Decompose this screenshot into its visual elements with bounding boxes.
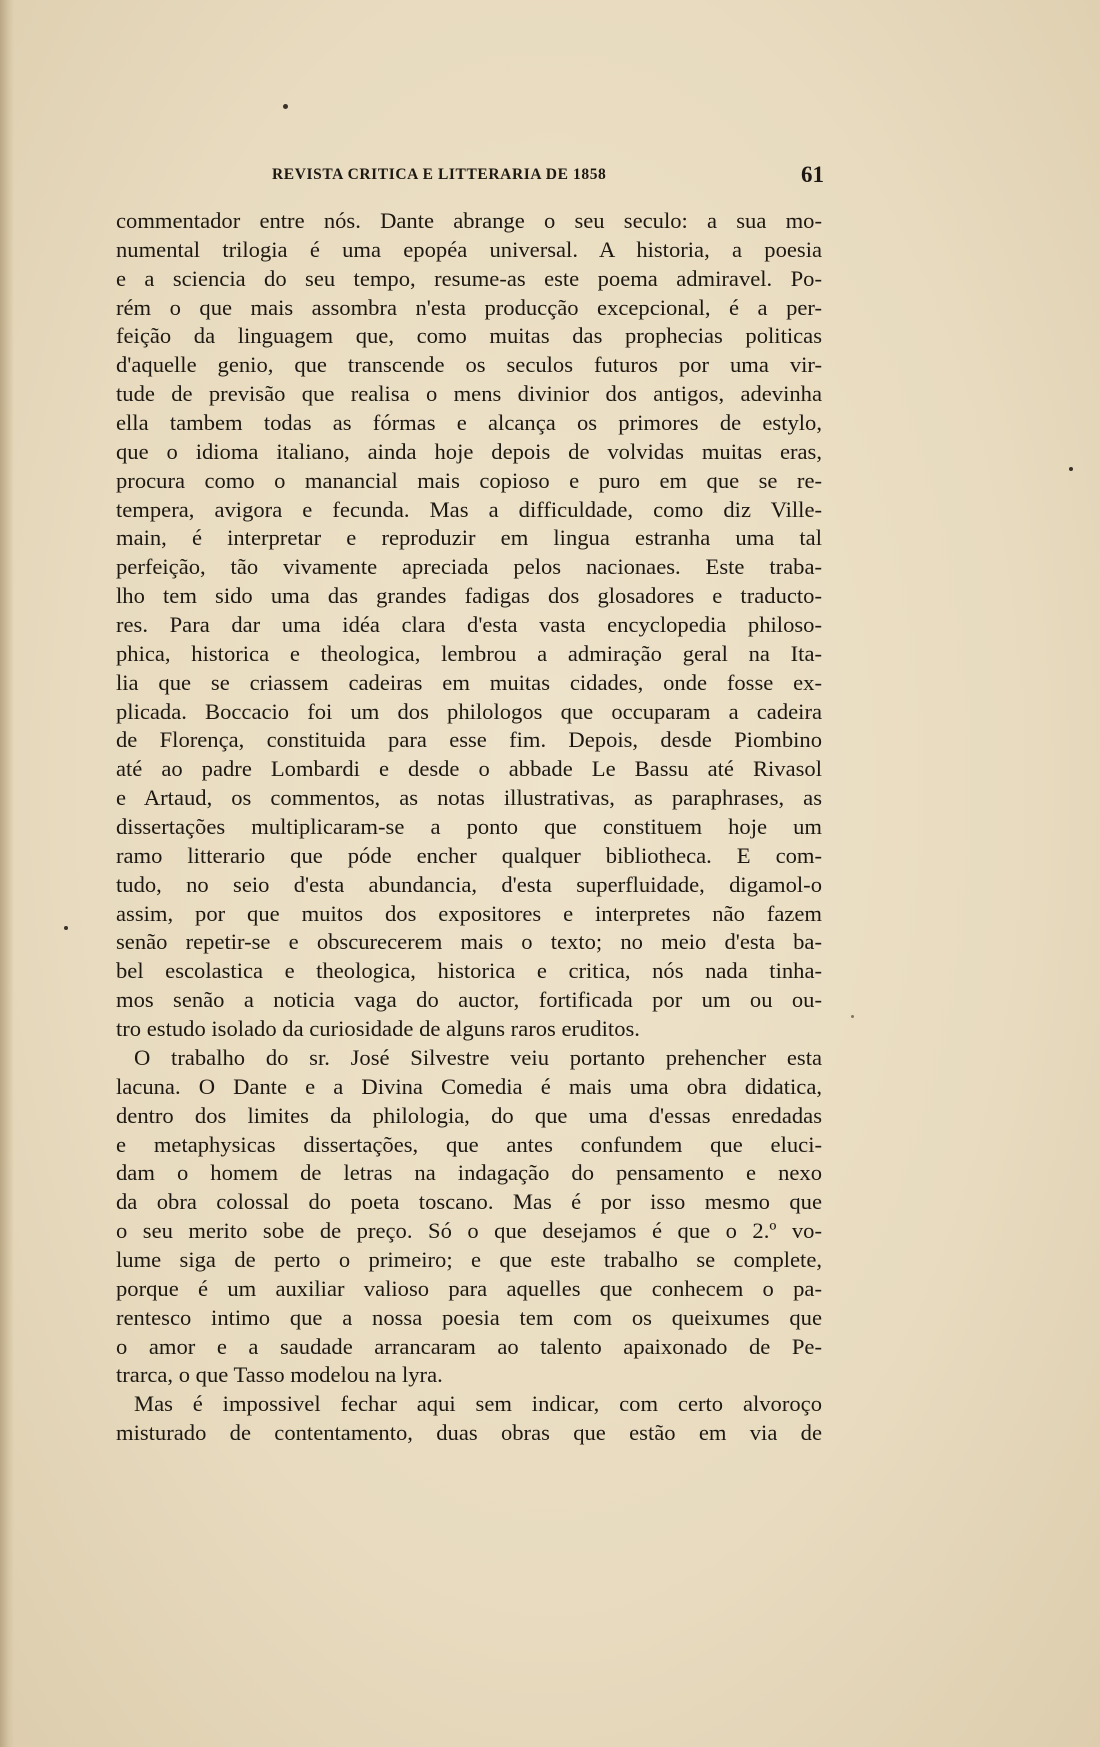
text-line: rentesco intimo que a nossa poesia tem com os queixumes que	[116, 1304, 822, 1330]
text-line: dam o homem de letras na indagação do pensamento e nexo	[116, 1160, 822, 1186]
ink-speck	[283, 104, 288, 109]
text-line: tude de previsão que realisa o mens divinior dos antigos, adevinha	[116, 381, 822, 407]
text-line: assim, por que muitos dos expositores e interpretes não fazem	[116, 900, 822, 926]
text-line: de Florença, constituida para esse fim. Depois, desde Piombino	[116, 727, 822, 753]
text-line: O trabalho do sr. José Silvestre veiu portanto prehencher esta	[134, 1044, 822, 1070]
text-line: lacuna. O Dante e a Divina Comedia é mais uma obra didatica,	[116, 1073, 822, 1099]
text-line: feição da linguagem que, como muitas das prophecias politicas	[116, 323, 822, 349]
paragraph	[116, 1044, 822, 1390]
text-line: e a sciencia do seu tempo, resume-as este poema admiravel. Po-	[116, 265, 822, 291]
binding-edge	[0, 0, 14, 1747]
text-line: até ao padre Lombardi e desde o abbade Le Bassu até Rivasol	[116, 756, 822, 782]
text-line: o amor e a saudade arrancaram ao talento apaixonado de Pe-	[116, 1333, 822, 1359]
text-line: d'aquelle genio, que transcende os seculos futuros por uma vir-	[116, 352, 822, 378]
paragraph	[116, 1390, 822, 1448]
text-line: da obra colossal do poeta toscano. Mas é por isso mesmo que	[116, 1189, 822, 1215]
paragraph	[116, 207, 822, 1044]
body-text	[116, 207, 822, 1448]
text-line: mos senão a noticia vaga do auctor, fortificada por um ou ou-	[116, 987, 822, 1013]
text-line: rém o que mais assombra n'esta producção excepcional, é a per-	[116, 294, 822, 320]
text-line: o seu merito sobe de preço. Só o que desejamos é que o 2.º vo-	[116, 1218, 822, 1244]
text-line: res. Para dar uma idéa clara d'esta vasta encyclopedia philoso-	[116, 612, 822, 638]
text-line: trarca, o que Tasso modelou na lyra.	[116, 1362, 443, 1388]
text-line: porque é um auxiliar valioso para aquelles que conhecem o pa-	[116, 1275, 822, 1301]
text-line: que o idioma italiano, ainda hoje depois de volvidas muitas eras,	[116, 438, 822, 464]
text-line: perfeição, tão vivamente apreciada pelos nacionaes. Este traba-	[116, 554, 822, 580]
text-line: dentro dos limites da philologia, do que uma d'essas enredadas	[116, 1102, 822, 1128]
text-line: tro estudo isolado da curiosidade de alguns raros eruditos.	[116, 1016, 640, 1042]
text-line: tudo, no seio d'esta abundancia, d'esta superfluidade, digamol-o	[116, 871, 822, 897]
page-number: 61	[801, 162, 824, 187]
text-line: tempera, avigora e fecunda. Mas a difficuldade, como diz Ville-	[116, 496, 822, 522]
text-line: Mas é impossivel fechar aqui sem indicar, com certo alvoroço	[134, 1391, 822, 1417]
text-line: lho tem sido uma das grandes fadigas dos glosadores e traducto-	[116, 583, 822, 609]
text-line: ella tambem todas as fórmas e alcança os primores de estylo,	[116, 410, 822, 436]
text-line: lume siga de perto o primeiro; e que este trabalho se complete,	[116, 1246, 822, 1272]
running-header	[116, 164, 828, 190]
text-line: senão repetir-se e obscurecerem mais o texto; no meio d'esta ba-	[116, 929, 822, 955]
ink-speck	[851, 1015, 854, 1018]
text-line: main, é interpretar e reproduzir em lingua estranha uma tal	[116, 525, 822, 551]
running-title: REVISTA CRITICA E LITTERARIA DE 1858	[272, 166, 607, 183]
text-line: misturado de contentamento, duas obras que estão em via de	[116, 1420, 822, 1446]
text-line: commentador entre nós. Dante abrange o seu seculo: a sua mo-	[116, 208, 822, 233]
text-line: ramo litterario que póde encher qualquer bibliotheca. E com-	[116, 842, 822, 868]
ink-speck	[64, 926, 68, 930]
text-line: e metaphysicas dissertações, que antes confundem que eluci-	[116, 1131, 822, 1157]
text-line: phica, historica e theologica, lembrou a admiração geral na Ita-	[116, 640, 822, 666]
text-line: dissertações multiplicaram-se a ponto que constituem hoje um	[116, 814, 822, 840]
text-line: lia que se criassem cadeiras em muitas cidades, onde fosse ex-	[116, 669, 822, 695]
text-line: e Artaud, os commentos, as notas illustrativas, as paraphrases, as	[116, 785, 822, 811]
ink-speck	[1069, 467, 1073, 471]
text-line: procura como o manancial mais copioso e puro em que se re-	[116, 467, 822, 493]
text-line: plicada. Boccacio foi um dos philologos que occuparam a cadeira	[116, 698, 822, 724]
text-line: bel escolastica e theologica, historica e critica, nós nada tinha-	[116, 958, 822, 984]
text-line: numental trilogia é uma epopéa universal. A historia, a poesia	[116, 236, 822, 262]
